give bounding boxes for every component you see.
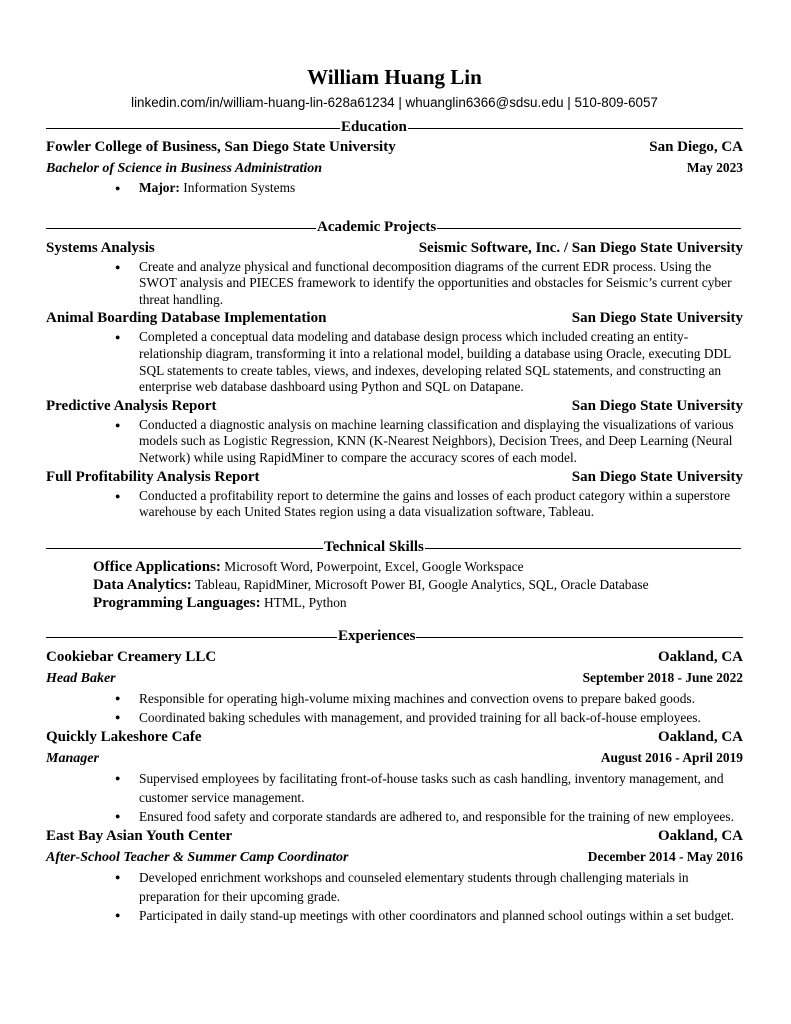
education-school-row [46,137,743,158]
heading-rule-right [416,637,743,638]
resume-page [46,62,743,925]
bullet-item: ● Coordinated baking schedules with management, and provided training for all back-of-house employees. [46,708,743,727]
school-name: Fowler College of Business, San Diego State University [46,139,396,155]
contact-line: linkedin.com/in/william-huang-lin-628a61234 | whuanglin6366@sdsu.edu | 510-809-6057 [131,95,658,110]
skill-line [93,594,743,612]
heading-rule-left [46,128,340,129]
education-degree-row [46,158,743,179]
project-bullets [46,259,743,309]
project-bullets [46,417,743,467]
heading-rule-right [437,228,741,229]
company-location: Oakland, CA [657,648,743,665]
project-title: Full Profitability Analysis Report [46,468,260,485]
bullet-item: ● Conducted a profitability report to determine the gains and losses of each product category within a superstore warehouse by each United States region using a data visualization software, Tableau. [46,488,743,521]
job-role: Head Baker [46,670,116,686]
major-item [46,180,743,197]
graduation-date: May 2023 [686,160,743,175]
experience-bullets [46,769,743,826]
experience-company-row [46,727,743,748]
project-bullets [46,329,743,395]
bullet-item: ● Conducted a diagnostic analysis on machine learning classification and displaying the visualizations of various models such as Logistic Regression, KNN (K-Nearest Neighbors), Decision Trees, and Deep Learning (Neural Network) while using RapidMiner to compare the accuracy scores of each model. [46,417,743,467]
heading-rule-right [425,548,741,549]
section-title: Academic Projects [317,219,437,236]
experience-bullets [46,689,743,727]
projects-list [46,238,743,521]
project-header-row [46,467,743,488]
education-heading [46,117,743,137]
skill-line [93,558,743,576]
candidate-name: William Huang Lin [307,65,482,89]
company-name: East Bay Asian Youth Center [46,827,233,844]
bullet-item: ● Create and analyze physical and functional decomposition diagrams of the current EDR process. Using the SWOT analysis and PIECES framework to identify the opportunities and obstacles for Seismic’s current cyber threat handling. [46,259,743,309]
skill-label: Data Analytics: [93,576,192,593]
heading-rule-left [46,637,337,638]
project-title: Animal Boarding Database Implementation [46,310,327,327]
experience-bullets [46,868,743,925]
company-name: Cookiebar Creamery LLC [46,648,217,665]
project-header-row [46,238,743,259]
skill-value: HTML, Python [264,594,347,610]
education-bullets [46,180,743,197]
skill-line [93,576,743,594]
project-org: San Diego State University [571,468,743,485]
experience-role-row [46,748,743,769]
job-role: After-School Teacher & Summer Camp Coordinator [46,849,349,865]
section-title: Technical Skills [324,539,424,556]
project-bullets [46,488,743,521]
experience-company-row [46,647,743,668]
job-role: Manager [46,750,99,766]
company-location: Oakland, CA [657,827,743,844]
job-dates: August 2016 - April 2019 [600,749,743,765]
job-dates: September 2018 - June 2022 [582,669,743,685]
experience-role-row [46,668,743,689]
heading-rule-left [46,548,323,549]
skill-label: Programming Languages: [93,594,261,611]
skills-list [46,558,743,612]
bullet-item: ● Responsible for operating high-volume mixing machines and convection ovens to prepare baked goods. [46,689,743,708]
skill-label: Office Applications: [93,558,221,575]
project-title: Systems Analysis [46,239,155,256]
skills-heading [46,538,741,558]
experience-company-row [46,826,743,847]
heading-rule-right [408,128,743,129]
school-location: San Diego, CA [649,139,743,155]
project-header-row [46,308,743,329]
project-title: Predictive Analysis Report [46,397,217,414]
bullet-item: ● Supervised employees by facilitating front-of-house tasks such as cash handling, inventory management, and customer service management. [46,769,743,807]
project-header-row [46,396,743,417]
experience-role-row [46,847,743,868]
projects-heading [46,218,741,238]
project-org: San Diego State University [571,397,743,414]
bullet-item: ● Completed a conceptual data modeling and database design process which included creating an entity-relationship diagram, transforming it into a relational model, building a database using Oracle, executing DDL SQL statements to create tables, views, and indexes, developing related SQL statements, and constructing an enterprise web database dashboard using Python and SQL on Datapane. [46,329,743,395]
company-location: Oakland, CA [657,728,743,745]
project-org: Seismic Software, Inc. / San Diego State University [418,239,743,256]
skill-value: Tableau, RapidMiner, Microsoft Power BI, Google Analytics, SQL, Oracle Database [194,576,649,592]
experiences-list [46,647,743,925]
major-label: Major: [139,180,180,195]
section-title: Experiences [338,628,416,645]
bullet-item: ● Participated in daily stand-up meetings with other coordinators and planned school outings within a set budget. [46,906,743,925]
bullet-item: ● Ensured food safety and corporate standards are adhered to, and responsible for the training of new employees. [46,807,743,826]
heading-rule-left [46,228,316,229]
bullet-item: ● Developed enrichment workshops and counseled elementary students through challenging materials in preparation for their upcoming grade. [46,868,743,906]
project-org: San Diego State University [571,310,743,327]
skill-value: Microsoft Word, Powerpoint, Excel, Google Workspace [224,558,524,574]
job-dates: December 2014 - May 2016 [587,848,743,864]
degree-name: Bachelor of Science in Business Administration [46,161,323,176]
company-name: Quickly Lakeshore Cafe [46,728,202,745]
major-value: Information Systems [183,180,296,195]
section-title: Education [341,118,407,135]
experiences-heading [46,627,743,647]
